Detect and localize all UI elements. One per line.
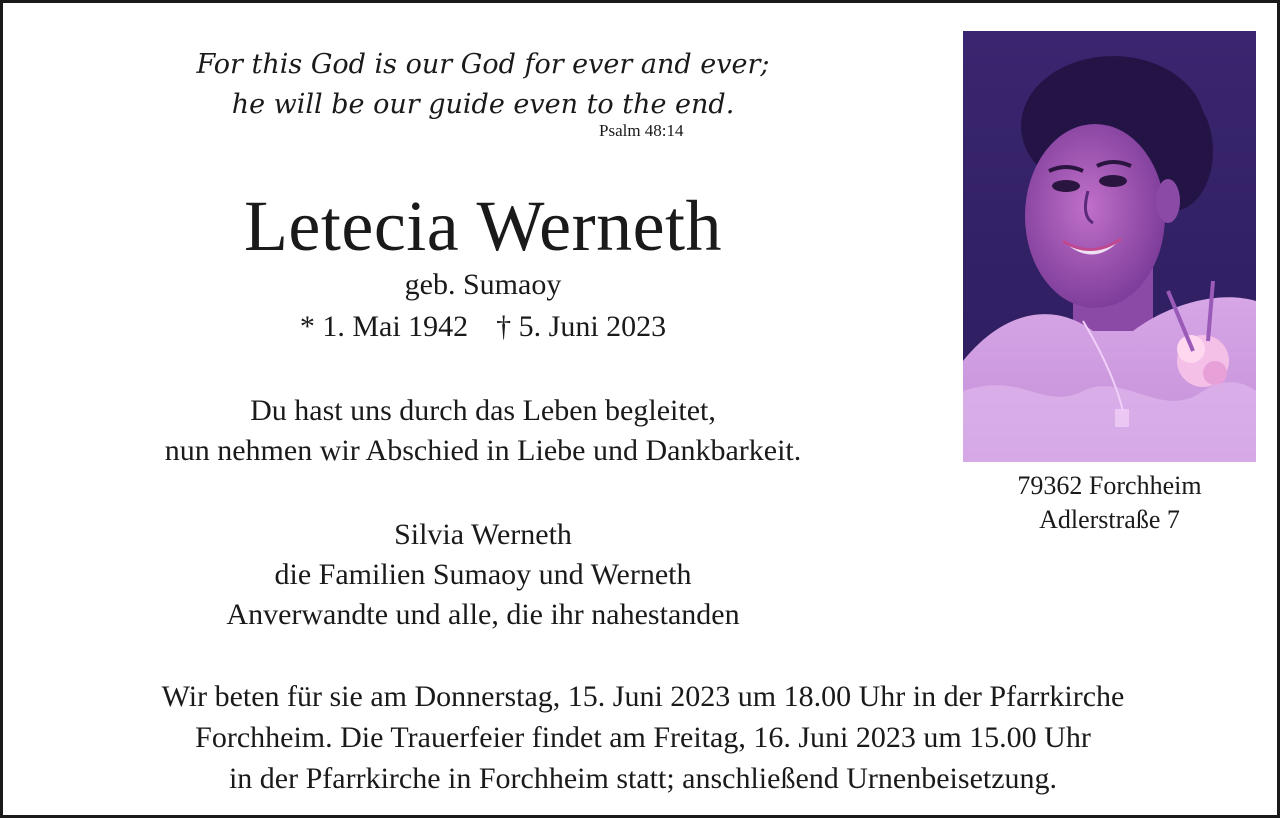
- life-dates: [63, 306, 903, 348]
- family-address: [963, 469, 1256, 537]
- quote-line-1: For this God is our God for ever and ever;: [196, 49, 770, 80]
- bible-quote: [63, 45, 903, 125]
- verse-line-2: nun nehmen wir Abschied in Liebe und Dankbarkeit.: [164, 434, 802, 467]
- mourner-line-1: Silvia Werneth: [394, 518, 572, 551]
- quote-reference: Psalm 48:14: [599, 121, 684, 140]
- portrait-illustration: [963, 31, 1256, 462]
- mourner-line-3: Anverwandte und alle, die ihr nahestanden: [226, 598, 740, 631]
- birth-name: geb. Sumaoy: [404, 268, 562, 301]
- address-city: 79362 Forchheim: [1017, 471, 1202, 500]
- death-date: † 5. Juni 2023: [496, 310, 667, 343]
- service-line-3: in der Pfarrkirche in Forchheim statt; anschließend Urnenbeisetzung.: [228, 762, 1058, 795]
- quote-line-2: he will be our guide even to the end.: [231, 89, 735, 120]
- mourner-line-2: die Familien Sumaoy und Werneth: [274, 558, 692, 591]
- address-street: Adlerstraße 7: [1039, 505, 1180, 534]
- service-announcement: [33, 676, 1253, 799]
- service-line-2: Forchheim. Die Trauerfeier findet am Freitag, 16. Juni 2023 um 15.00 Uhr: [195, 721, 1091, 754]
- service-line-1: Wir beten für sie am Donnerstag, 15. Juni 2023 um 18.00 Uhr in der Pfarrkirche: [161, 680, 1125, 713]
- verse-line-1: Du hast uns durch das Leben begleitet,: [250, 394, 716, 427]
- portrait-photo: [963, 31, 1256, 462]
- deceased-name: Letecia Werneth: [243, 186, 723, 266]
- farewell-verse: [63, 391, 903, 471]
- mourners-list: [63, 515, 903, 635]
- birth-date: * 1. Mai 1942: [299, 310, 469, 343]
